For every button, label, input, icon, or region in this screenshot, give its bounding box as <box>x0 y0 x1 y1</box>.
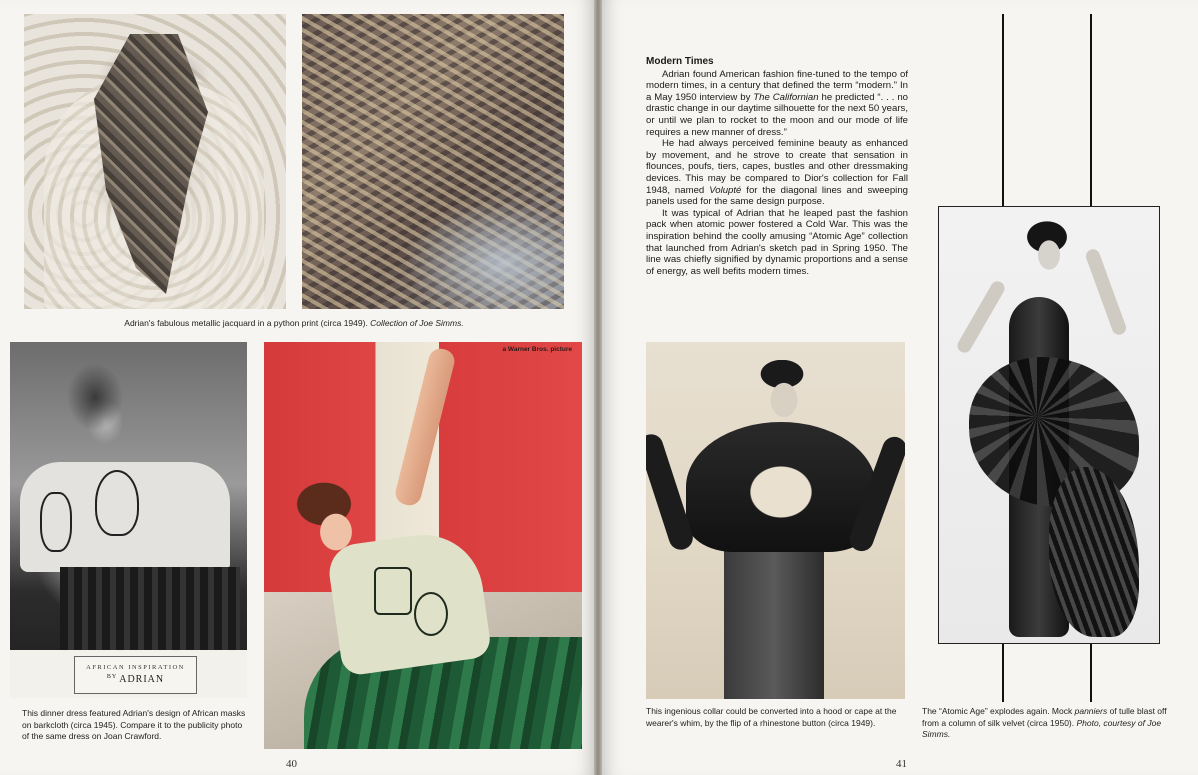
paragraph-1-part2: he predicted “. . . no drastic change in our daytime silhouette for the next 50 years, or until we plan to rocket to the moon and our mode of life requires a new manner of dress.” <box>646 91 908 138</box>
page-number-left: 40 <box>286 758 297 770</box>
caption-jacquard-text: Adrian's fabulous metallic jacquard in a python print (circa 1949). <box>124 318 371 328</box>
caption-atomic-credit: Photo, courtesy of Joe Simms. <box>922 717 1162 739</box>
left-arm <box>955 279 1007 355</box>
dinner-dress-photo <box>10 342 247 698</box>
black-skirt <box>60 567 240 652</box>
atomic-age-photo <box>938 206 1160 644</box>
joan-crawford-photo <box>264 342 582 749</box>
article-modern-times <box>646 56 908 277</box>
caption-atomic-term: panniers <box>1074 706 1108 716</box>
ingenious-collar-photo <box>646 342 905 699</box>
mask-print <box>95 470 139 536</box>
raised-arm <box>393 346 457 508</box>
label-adrian: ADRIAN <box>119 674 165 685</box>
jacquard-closeup-photo <box>302 14 564 309</box>
section-title: Modern Times <box>646 56 714 67</box>
warner-bros-credit: a Warner Bros. picture <box>502 346 572 353</box>
paragraph-2 <box>646 138 908 208</box>
label-line1: AFRICAN INSPIRATION <box>86 664 185 671</box>
model-head <box>754 360 810 428</box>
model-head <box>1023 219 1073 283</box>
caption-jacquard <box>24 318 564 330</box>
collection-name: Volupté <box>709 184 742 196</box>
hood-collar <box>686 422 876 552</box>
right-arm <box>1084 247 1128 336</box>
caption-dinner: This dinner dress featured Adrian's design of African masks on barkcloth (circa 1945). Compare it to the publicity photo of the same dress on Joan Crawford. <box>22 708 246 741</box>
caption-atomic-part2: of tulle blast off from a column of silk velvet (circa 1950). <box>922 706 1167 728</box>
publication-name: The Californian <box>753 91 819 103</box>
page-number-right: 41 <box>896 758 907 770</box>
label-line2 <box>75 674 196 685</box>
label-by: BY <box>106 674 118 680</box>
caption-collar: This ingenious collar could be converted into a hood or cape at the wearer's whim, by the flip of a rhinestone button (circa 1949). <box>646 706 897 728</box>
mask-print <box>40 492 72 552</box>
mask-print <box>374 567 412 615</box>
caption-atomic <box>922 706 1184 741</box>
paragraph-1 <box>646 69 908 139</box>
paragraph-2-part1: He had always perceived feminine beauty as enhanced by movement, and he strove to create that sensation in flounces, poufs, tiers, capes, bustles and other dressmaking devices. This may be compared to Dior's collection for Fall 1948, named <box>646 138 908 196</box>
frame-line <box>1090 642 1092 702</box>
dress-body <box>724 532 824 699</box>
paragraph-2-part2: for the diagonal lines and sweeping panels used for the same design purpose. <box>646 184 908 208</box>
book-gutter <box>594 0 602 775</box>
mask-print <box>414 592 448 636</box>
paragraph-1-part1: Adrian found American fashion fine-tuned to the tempo of modern times, in a century that defined the term “modern.” In a May 1950 interview by <box>646 68 908 103</box>
frame-line <box>1090 14 1092 206</box>
caption-atomic-part1: The “Atomic Age” explodes again. Mock <box>922 706 1075 716</box>
model-head <box>294 482 364 560</box>
frame-line <box>1002 642 1004 702</box>
tulle-pannier <box>1049 467 1139 637</box>
african-inspiration-label <box>74 656 197 694</box>
frame-line <box>1002 14 1004 206</box>
caption-jacquard-credit: Collection of Joe Simms. <box>370 318 464 328</box>
paragraph-3: It was typical of Adrian that he leaped past the fashion pack when atomic power fostered a Cold War. This was the inspiration behind the coolly amusing “Atomic Age” collection that launched from Adrian's sketch pad in Spring 1950. The line was chiefly signified by dynamic proportions and a sense of energy, as well befits modern times. <box>646 207 908 277</box>
jacquard-mannequin-photo <box>24 14 286 309</box>
